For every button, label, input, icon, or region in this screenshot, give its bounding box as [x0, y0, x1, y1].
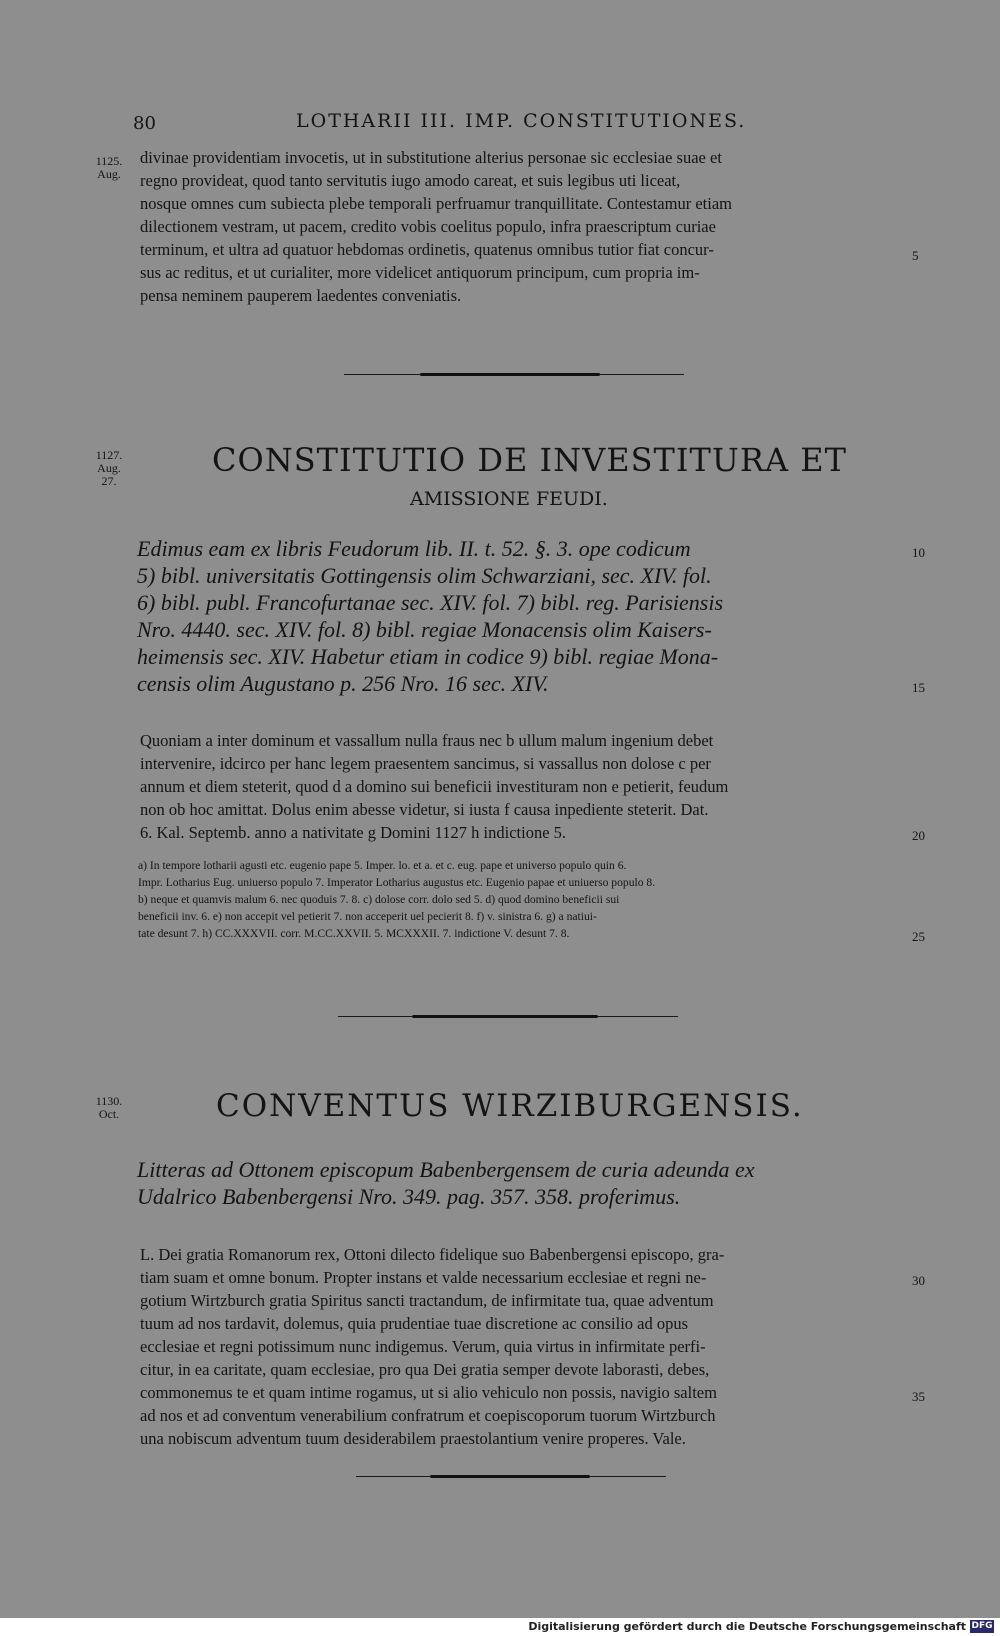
date-day: 27. — [101, 474, 117, 488]
margin-date-1130 — [92, 1095, 126, 1121]
footnote-line: beneficii inv. 6. e) non accepit vel petierit 7. non acceperit uel pecierit 8. f) v. sinistra 6. g) a natiui- — [138, 910, 597, 923]
section-subtitle: AMISSIONE FEUDI. — [410, 488, 608, 510]
source-line: Litteras ad Ottonem episcopum Babenbergensem de curia adeunda ex — [137, 1157, 755, 1182]
line-number: 20 — [912, 828, 925, 843]
text-line: terminum, et ultra ad quatuor hebdomas ordinetis, quatenus omnibus tutior fiat concur- — [140, 240, 714, 259]
text-line: ad nos et ad conventum venerabilium confratrum et coepiscoporum tuorum Wirtzburch — [140, 1406, 716, 1425]
footer-credit: Digitalisierung gefördert durch die Deutsche Forschungsgemeinschaft — [528, 1620, 966, 1633]
line-number: 35 — [912, 1389, 925, 1404]
section-title: CONVENTUS WIRZIBURGENSIS. — [216, 1088, 804, 1124]
text-line: commonemus te et quam intime rogamus, ut si alio vehiculo non possis, navigio saltem — [140, 1383, 717, 1402]
edition-line: Nro. 4440. sec. XIV. fol. 8) bibl. regiae Monacensis olim Kaisers- — [137, 617, 712, 642]
text-line: pensa neminem pauperem laedentes conveniatis. — [140, 286, 462, 305]
text-line: L. Dei gratia Romanorum rex, Ottoni dilecto fidelique suo Babenbergensi episcopo, gra- — [140, 1245, 725, 1264]
text-line: dilectionem vestram, ut pacem, credito vobis coelitus populo, infra praescriptum curiae — [140, 217, 716, 236]
margin-date-1125 — [92, 155, 126, 181]
text-line: nosque omnes cum subiecta plebe temporali perfruamur tranquillitate. Contestamur etiam — [140, 194, 732, 213]
line-number: 10 — [912, 545, 925, 560]
text-line: una nobiscum adventum tuum desiderabilem praestolantium venire properes. Vale. — [140, 1429, 686, 1448]
edition-line: censis olim Augustano p. 256 Nro. 16 sec. XIV. — [137, 671, 549, 696]
date-year: 1130. — [95, 1094, 123, 1108]
line-number: 25 — [912, 929, 925, 944]
margin-date-1127 — [92, 449, 126, 488]
digitization-footer — [0, 1618, 1000, 1636]
text-line: tuum ad nos tardavit, dolemus, quia prudentiae tuae discretione ac consilio ad opus — [140, 1314, 689, 1333]
date-month: Aug. — [97, 167, 121, 181]
date-month: Aug. — [97, 461, 121, 475]
text-line: 6. Kal. Septemb. anno a nativitate g Domini 1127 h indictione 5. — [140, 823, 567, 842]
date-year: 1125. — [95, 154, 123, 168]
text-line: divinae providentiam invocetis, ut in substitutione alterius personae sic ecclesiae suae et — [140, 148, 722, 167]
divider-bold — [412, 1015, 598, 1018]
dfg-logo: DFG — [971, 1621, 993, 1631]
line-number: 5 — [912, 248, 919, 263]
edition-line: 5) bibl. universitatis Gottingensis olim Schwarziani, sec. XIV. fol. — [137, 563, 712, 588]
text-line: tiam suam et omne bonum. Propter instans et valde necessarium ecclesiae et regni ne- — [140, 1268, 707, 1287]
text-line: gotium Wirtzburch gratia Spiritus sancti tractandum, de infirmitate tua, quae adventum — [140, 1291, 714, 1310]
text-line: annum et diem steterit, quod d a domino sui beneficii investituram non e petierit, feudum — [140, 777, 729, 796]
divider-bold — [420, 373, 600, 376]
date-month: Oct. — [98, 1107, 120, 1121]
footnote-line: tate desunt 7. h) CC.XXXVII. corr. M.CC.XXVII. 5. MCXXXII. 7. indictione V. desunt 7. 8. — [138, 927, 570, 940]
footnote-line: a) In tempore lotharii agusti etc. eugenio pape 5. Imper. lo. et a. et c. eug. pape et universo populo quin 6. — [138, 859, 627, 872]
edition-line: 6) bibl. publ. Francofurtanae sec. XIV. fol. 7) bibl. reg. Parisiensis — [137, 590, 724, 615]
edition-line: Edimus eam ex libris Feudorum lib. II. t. 52. §. 3. ope codicum — [137, 536, 691, 561]
footnote-line: Impr. Lotharius Eug. uniuerso populo 7. Imperator Lotharius augustus etc. Eugenio papae et uniuerso populo 8. — [138, 876, 656, 889]
running-title: LOTHARII III. IMP. CONSTITUTIONES. — [296, 110, 747, 132]
section-title: CONSTITUTIO DE INVESTITURA ET — [212, 441, 847, 479]
text-line: Quoniam a inter dominum et vassallum nulla fraus nec b ullum malum ingenium debet — [140, 731, 714, 750]
edition-line: heimensis sec. XIV. Habetur etiam in codice 9) bibl. regiae Mona- — [137, 644, 719, 669]
text-line: non ob hoc amittat. Dolus enim abesse videtur, si iusta f causa inpediente steterit. Dat. — [140, 800, 709, 819]
text-line: citur, in ea caritate, quam ecclesiae, pro qua Dei gratia semper devote laborasti, debes, — [140, 1360, 710, 1379]
text-line: ecclesiae et regni potissimum nunc indigemus. Verum, quia virtus in infirmitate perfi- — [140, 1337, 706, 1356]
line-number: 15 — [912, 680, 925, 695]
date-year: 1127. — [95, 448, 123, 462]
divider-bold — [430, 1475, 590, 1478]
source-line: Udalrico Babenbergensi Nro. 349. pag. 357. 358. proferimus. — [137, 1184, 681, 1209]
line-number: 30 — [912, 1273, 925, 1288]
page-number: 80 — [133, 113, 156, 134]
text-line: intervenire, idcirco per hanc legem praesentem sancimus, si vassallus non dolose c per — [140, 754, 711, 773]
footnote-line: b) neque et quamvis malum 6. nec quoduis 7. 8. c) dolose corr. dolo sed 5. d) quod domino beneficii sui — [138, 893, 620, 906]
text-line: regno provideat, quod tanto servitutis iugo amodo careat, et suis legibus uti liceat, — [140, 171, 681, 190]
text-line: sus ac reditus, et ut curialiter, more videlicet antiquorum principum, cum propria im- — [140, 263, 700, 282]
